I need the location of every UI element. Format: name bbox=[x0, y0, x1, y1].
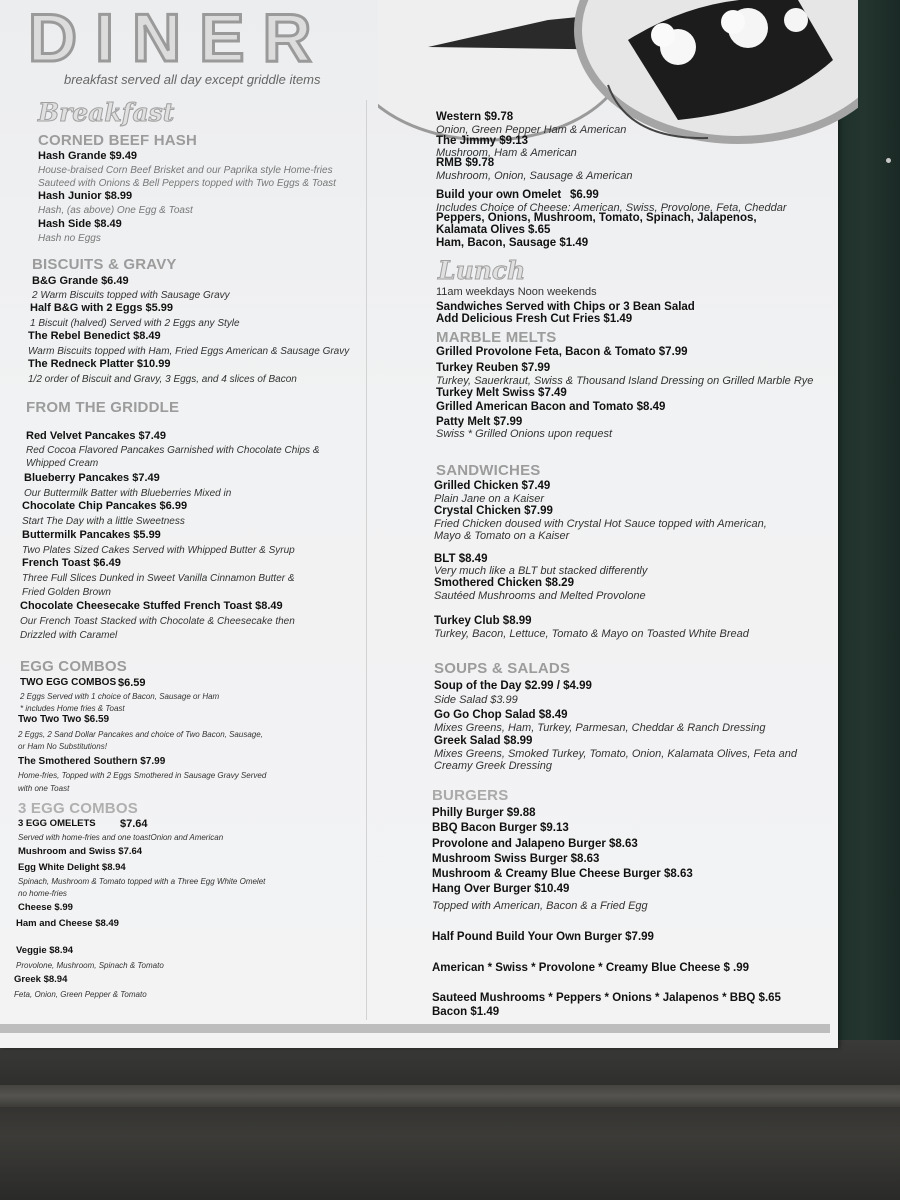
desc-southern-1: Home-fries, Topped with 2 Eggs Smothered in Sausage Gravy Served bbox=[18, 771, 267, 780]
item-patty-melt: Patty Melt $7.99 bbox=[436, 416, 523, 428]
desc-3-egg-omelets: Served with home-fries and one toastOnion and American bbox=[18, 833, 224, 842]
item-hash-grande: Hash Grande $9.49 bbox=[38, 150, 138, 162]
item-bbq-bacon-burger: BBQ Bacon Burger $9.13 bbox=[432, 822, 569, 834]
section-corned-beef-hash: CORNED BEEF HASH bbox=[38, 132, 198, 149]
item-blt: BLT $8.49 bbox=[434, 553, 488, 565]
item-turkey-club: Turkey Club $8.99 bbox=[434, 615, 532, 627]
section-3-egg-combos: 3 EGG COMBOS bbox=[18, 800, 138, 817]
desc-rmb: Mushroom, Onion, Sausage & American bbox=[436, 170, 633, 182]
item-bg-grande: B&G Grande $6.49 bbox=[32, 275, 129, 287]
desc-veggie: Provolone, Mushroom, Spinach & Tomato bbox=[16, 961, 164, 970]
item-rmb: RMB $9.78 bbox=[436, 157, 495, 169]
desc-build-omelet: Includes Choice of Cheese: American, Swiss, Provolone, Feta, Cheddar bbox=[436, 202, 787, 214]
item-turkey-reuben: Turkey Reuben $7.99 bbox=[436, 362, 551, 374]
price-two-egg-combos: $6.59 bbox=[118, 677, 146, 689]
item-half-pound-burger: Half Pound Build Your Own Burger $7.99 bbox=[432, 931, 654, 943]
item-chop-salad: Go Go Chop Salad $8.49 bbox=[434, 709, 568, 721]
item-hash-side: Hash Side $8.49 bbox=[38, 218, 122, 230]
desc-half-bg: 1 Biscuit (halved) Served with 2 Eggs any Style bbox=[30, 318, 240, 329]
item-two-two-two: Two Two Two $6.59 bbox=[18, 714, 110, 725]
desc-blt: Very much like a BLT but stacked differently bbox=[434, 565, 648, 577]
desc-egg-white-2: no home-fries bbox=[18, 889, 67, 898]
item-build-omelet: Build your own Omelet bbox=[436, 189, 562, 201]
item-bacon-addon: Bacon $1.49 bbox=[432, 1006, 500, 1018]
item-rebel-benedict: The Rebel Benedict $8.49 bbox=[28, 330, 161, 342]
desc-french-toast-2: Fried Golden Brown bbox=[22, 587, 111, 598]
desc-hash-grande-1: House-braised Corn Beef Brisket and our Paprika style Home-fries bbox=[38, 165, 333, 176]
desc-western: Onion, Green Pepper Ham & American bbox=[436, 124, 627, 136]
desc-buttermilk: Two Plates Sized Cakes Served with Whipped Butter & Syrup bbox=[22, 545, 295, 556]
desc-redneck-platter: 1/2 order of Biscuit and Gravy, 3 Eggs, and 4 slices of Bacon bbox=[28, 374, 297, 385]
item-smothered-southern: The Smothered Southern $7.99 bbox=[18, 756, 166, 767]
item-buttermilk: Buttermilk Pancakes $5.99 bbox=[22, 529, 161, 541]
section-marble-melts: MARBLE MELTS bbox=[436, 329, 557, 346]
section-from-the-griddle: FROM THE GRIDDLE bbox=[26, 399, 180, 416]
desc-red-velvet-2: Whipped Cream bbox=[26, 458, 99, 469]
price-build-omelet: $6.99 bbox=[570, 189, 599, 201]
item-cheesecake-toast: Chocolate Cheesecake Stuffed French Toast $8.49 bbox=[20, 600, 283, 612]
lunch-title: Lunch bbox=[438, 256, 526, 285]
item-two-egg-combos: TWO EGG COMBOS bbox=[20, 677, 117, 688]
desc-smothered-chicken: Sautéed Mushrooms and Melted Provolone bbox=[434, 590, 646, 602]
item-hash-junior: Hash Junior $8.99 bbox=[38, 190, 133, 202]
desc-greek-omelet: Feta, Onion, Green Pepper & Tomato bbox=[14, 990, 147, 999]
desc-greek-salad-2: Creamy Greek Dressing bbox=[434, 760, 552, 772]
item-cheese-options: American * Swiss * Provolone * Creamy Blue Cheese $ .99 bbox=[432, 962, 750, 974]
lunch-hours: 11am weekdays Noon weekends bbox=[436, 286, 597, 298]
item-greek-salad: Greek Salad $8.99 bbox=[434, 735, 533, 747]
item-build-veggies: Peppers, Onions, Mushroom, Tomato, Spinach, Jalapenos, bbox=[436, 212, 757, 224]
item-turkey-melt: Turkey Melt Swiss $7.49 bbox=[436, 387, 567, 399]
section-burgers: BURGERS bbox=[432, 787, 509, 804]
desc-hash-grande-2: Sauteed with Onions & Bell Peppers topped with Two Eggs & Toast bbox=[38, 178, 336, 189]
breakfast-title: Breakfast bbox=[38, 98, 175, 127]
diner-logo bbox=[28, 0, 368, 68]
item-hang-over-burger: Hang Over Burger $10.49 bbox=[432, 883, 570, 895]
item-cheese: Cheese $.99 bbox=[18, 902, 73, 913]
table-edge bbox=[0, 1085, 900, 1107]
desc-chocolate-chip: Start The Day with a little Sweetness bbox=[22, 516, 185, 527]
section-biscuits-gravy: BISCUITS & GRAVY bbox=[32, 256, 177, 273]
desc-the-jimmy: Mushroom, Ham & American bbox=[436, 147, 577, 159]
item-mushroom-swiss-burger: Mushroom Swiss Burger $8.63 bbox=[432, 853, 600, 865]
desc-hash-junior: Hash, (as above) One Egg & Toast bbox=[38, 205, 193, 216]
item-chocolate-chip: Chocolate Chip Pancakes $6.99 bbox=[22, 500, 188, 512]
item-egg-white-delight: Egg White Delight $8.94 bbox=[18, 862, 126, 873]
speck bbox=[886, 158, 891, 163]
desc-hang-over-burger: Topped with American, Bacon & a Fried Egg bbox=[432, 900, 648, 912]
tagline: breakfast served all day except griddle items bbox=[64, 72, 321, 87]
desc-bg-grande: 2 Warm Biscuits topped with Sausage Gravy bbox=[32, 290, 230, 301]
section-soups-salads: SOUPS & SALADS bbox=[434, 660, 571, 677]
bottom-border bbox=[0, 1024, 830, 1033]
item-build-olives: Kalamata Olives $.65 bbox=[436, 224, 551, 236]
desc-egg-white-1: Spinach, Mushroom & Tomato topped with a Three Egg White Omelet bbox=[18, 877, 266, 886]
desc-patty-melt: Swiss * Grilled Onions upon request bbox=[436, 428, 613, 440]
desc-turkey-club: Turkey, Bacon, Lettuce, Tomato & Mayo on Toasted White Bread bbox=[434, 628, 749, 640]
item-grilled-provolone: Grilled Provolone Feta, Bacon & Tomato $7.99 bbox=[436, 346, 688, 358]
desc-cheesecake-1: Our French Toast Stacked with Chocolate & Cheesecake then bbox=[20, 616, 295, 627]
desc-two-egg-2: * includes Home fries & Toast bbox=[20, 704, 125, 713]
item-american-bacon-tomato: Grilled American Bacon and Tomato $8.49 bbox=[436, 401, 666, 413]
item-half-bg: Half B&G with 2 Eggs $5.99 bbox=[30, 302, 174, 314]
desc-chop-salad: Mixes Greens, Ham, Turkey, Parmesan, Cheddar & Ranch Dressing bbox=[434, 722, 766, 734]
item-grilled-chicken: Grilled Chicken $7.49 bbox=[434, 480, 551, 492]
section-sandwiches: SANDWICHES bbox=[436, 462, 541, 479]
desc-french-toast-1: Three Full Slices Dunked in Sweet Vanilla Cinnamon Butter & bbox=[22, 573, 295, 584]
item-red-velvet: Red Velvet Pancakes $7.49 bbox=[26, 430, 167, 442]
item-ham-cheese: Ham and Cheese $8.49 bbox=[16, 918, 119, 929]
item-crystal-chicken: Crystal Chicken $7.99 bbox=[434, 505, 553, 517]
item-build-meats: Ham, Bacon, Sausage $1.49 bbox=[436, 237, 589, 249]
desc-two-two-two-2: or Ham No Substitutions! bbox=[18, 742, 107, 751]
desc-crystal-chicken-1: Fried Chicken doused with Crystal Hot Sauce topped with American, bbox=[434, 518, 767, 530]
item-french-toast: French Toast $6.49 bbox=[22, 557, 121, 569]
logo-text: DINER bbox=[28, 0, 330, 68]
item-mushroom-blue-burger: Mushroom & Creamy Blue Cheese Burger $8.63 bbox=[432, 868, 693, 880]
item-3-egg-omelets: 3 EGG OMELETS bbox=[18, 818, 96, 829]
item-western: Western $9.78 bbox=[436, 111, 514, 123]
section-egg-combos: EGG COMBOS bbox=[20, 658, 128, 675]
lunch-note-fries: Add Delicious Fresh Cut Fries $1.49 bbox=[436, 313, 633, 325]
item-the-jimmy: The Jimmy $9.13 bbox=[436, 135, 529, 147]
item-veggie-omelet: Veggie $8.94 bbox=[16, 945, 74, 956]
desc-two-egg-1: 2 Eggs Served with 1 choice of Bacon, Sausage or Ham bbox=[20, 692, 220, 701]
item-soup-of-the-day: Soup of the Day $2.99 / $4.99 bbox=[434, 680, 592, 692]
item-topping-options: Sauteed Mushrooms * Peppers * Onions * Jalapenos * BBQ $.65 bbox=[432, 992, 781, 1004]
desc-southern-2: with one Toast bbox=[18, 784, 70, 793]
desc-rebel-benedict: Warm Biscuits topped with Ham, Fried Eggs American & Sausage Gravy bbox=[28, 346, 350, 357]
desc-grilled-chicken: Plain Jane on a Kaiser bbox=[434, 493, 545, 505]
desc-red-velvet-1: Red Cocoa Flavored Pancakes Garnished with Chocolate Chips & bbox=[26, 445, 320, 456]
item-side-salad: Side Salad $3.99 bbox=[434, 694, 518, 706]
item-smothered-chicken: Smothered Chicken $8.29 bbox=[434, 577, 574, 589]
item-provolone-jalapeno-burger: Provolone and Jalapeno Burger $8.63 bbox=[432, 838, 638, 850]
price-3-egg-omelets: $7.64 bbox=[120, 818, 148, 830]
desc-greek-salad-1: Mixes Greens, Smoked Turkey, Tomato, Onion, Kalamata Olives, Feta and bbox=[434, 748, 797, 760]
item-redneck-platter: The Redneck Platter $10.99 bbox=[28, 358, 171, 370]
desc-crystal-chicken-2: Mayo & Tomato on a Kaiser bbox=[434, 530, 570, 542]
item-philly-burger: Philly Burger $9.88 bbox=[432, 807, 536, 819]
item-blueberry: Blueberry Pancakes $7.49 bbox=[24, 472, 160, 484]
desc-two-two-two-1: 2 Eggs, 2 Sand Dollar Pancakes and choice of Two Bacon, Sausage, bbox=[18, 730, 263, 739]
lunch-note-chips: Sandwiches Served with Chips or 3 Bean Salad bbox=[436, 301, 695, 313]
item-greek-omelet: Greek $8.94 bbox=[14, 974, 68, 985]
desc-turkey-reuben: Turkey, Sauerkraut, Swiss & Thousand Island Dressing on Grilled Marble Rye bbox=[436, 375, 814, 387]
desc-blueberry: Our Buttermilk Batter with Blueberries Mixed in bbox=[24, 488, 232, 499]
item-mushroom-swiss-omelet: Mushroom and Swiss $7.64 bbox=[18, 846, 143, 857]
desc-hash-side: Hash no Eggs bbox=[38, 233, 101, 244]
fold-line bbox=[366, 100, 367, 1020]
table-surface bbox=[0, 1040, 900, 1200]
desc-cheesecake-2: Drizzled with Caramel bbox=[20, 630, 118, 641]
